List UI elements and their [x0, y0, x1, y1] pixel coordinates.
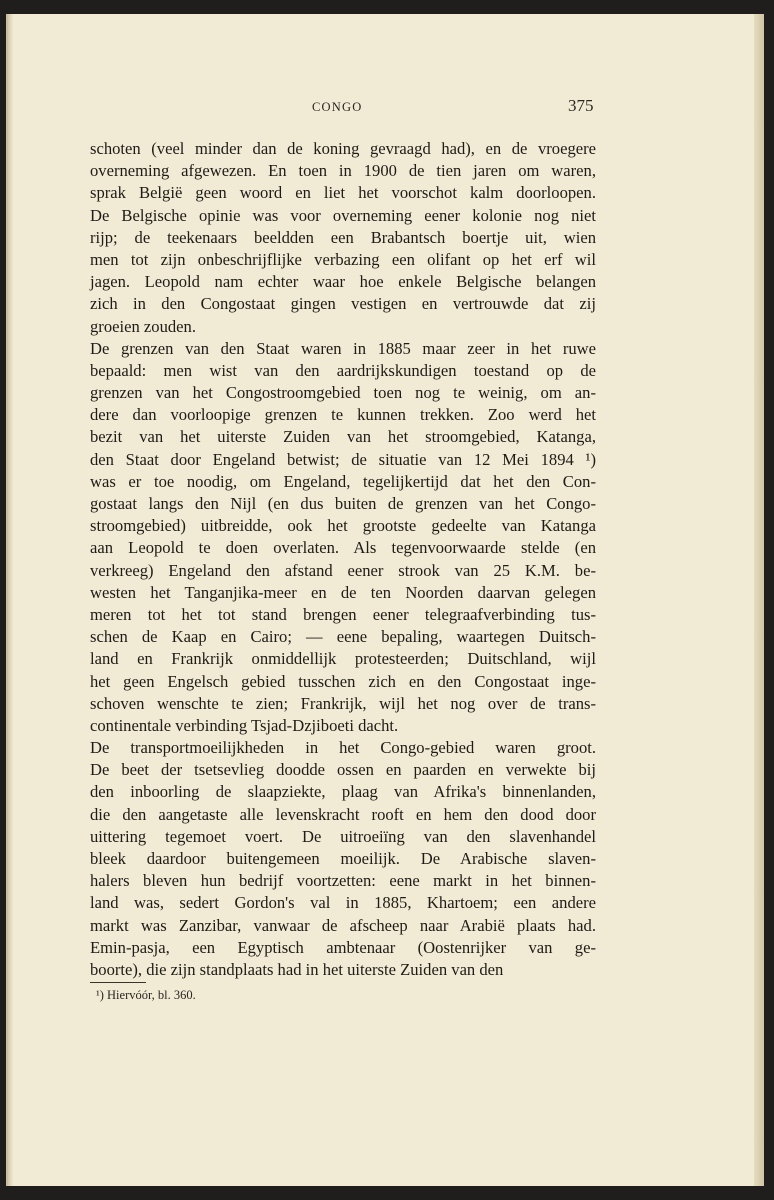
- paragraph: [90, 138, 596, 338]
- text-line: sprak België geen woord en liet het voorschot kalm doorloopen.: [90, 183, 596, 203]
- text-line: die den aangetaste alle levenskracht rooft en hem den dood door: [90, 804, 596, 824]
- book-page: [6, 14, 764, 1186]
- text-line: den inboorling de slaapziekte, plaag van Afrika's binnenlanden,: [90, 782, 596, 802]
- text-line: continentale verbinding Tsjad-Dzjiboeti dacht.: [90, 715, 399, 735]
- text-line: bepaald: men wist van den aardrijkskundigen toestand op de: [90, 360, 596, 380]
- text-line: schoven wenschte te zien; Frankrijk, wijl het nog over de trans-: [90, 693, 596, 713]
- footnote: ¹) Hiervóór, bl. 360.: [96, 988, 196, 1002]
- text-line: De grenzen van den Staat waren in 1885 maar zeer in het ruwe: [90, 338, 596, 358]
- text-line: schen de Kaap en Cairo; — eene bepaling, waartegen Duitsch-: [90, 627, 596, 647]
- text-line: bleek daardoor buitengemeen moeilijk. De Arabische slaven-: [90, 849, 596, 868]
- text-line: men tot zijn onbeschrijflijke verbazing een olifant op het erf wil: [90, 249, 596, 269]
- body-text: [90, 138, 596, 981]
- text-line: De beet der tsetsevlieg doodde ossen en paarden en verwekte bij: [90, 760, 596, 780]
- text-line: De transportmoeilijkheden in het Congo-gebied waren groot.: [90, 738, 596, 758]
- text-line: verkreeg) Engeland den afstand eener strook van 25 K.M. be-: [90, 560, 596, 580]
- text-line: boorte), die zijn standplaats had in het uiterste Zuiden van den: [90, 959, 504, 979]
- text-line: zich in den Congostaat gingen vestigen en vertrouwde dat zij: [90, 294, 596, 314]
- page-edge: [754, 14, 764, 1186]
- text-line: De Belgische opinie was voor overneming eener kolonie nog niet: [90, 205, 596, 225]
- text-line: uittering tegemoet voert. De uitroeiïng van den slavenhandel: [90, 826, 596, 846]
- footnote-rule: [90, 982, 146, 983]
- running-head: CONGO: [312, 100, 363, 114]
- paragraph: [90, 737, 596, 981]
- text-line: land was, sedert Gordon's val in 1885, Khartoem; een andere: [90, 893, 596, 913]
- text-line: westen het Tanganjika-meer en de ten Noorden daarvan gelegen: [90, 582, 596, 602]
- text-line: rijp; de teekenaars beeldden een Brabantsch boertje uit, wien: [90, 227, 596, 247]
- page-number: 375: [568, 96, 594, 115]
- page-gutter: [8, 14, 13, 1186]
- text-line: halers bleven hun bedrijf voortzetten: eene markt in het binnen-: [90, 871, 596, 891]
- text-line: overneming afgewezen. En toen in 1900 de tien jaren om waren,: [90, 161, 596, 181]
- text-line: groeien zouden.: [90, 316, 196, 336]
- paragraph: [90, 338, 596, 737]
- text-line: grenzen van het Congostroomgebied toen nog te weinig, om an-: [90, 383, 596, 403]
- text-line: aan Leopold te doen overlaten. Als tegenvoorwaarde stelde (en: [90, 538, 596, 558]
- text-line: meren tot het tot stand brengen eener telegraafverbinding tus-: [90, 604, 596, 624]
- text-line: bezit van het uiterste Zuiden van het stroomgebied, Katanga,: [90, 427, 596, 447]
- text-line: den Staat door Engeland betwist; de situatie van 12 Mei 1894 ¹): [90, 449, 596, 469]
- text-line: gostaat langs den Nijl (en dus buiten de grenzen van het Congo-: [90, 494, 596, 513]
- text-line: land en Frankrijk onmiddellijk protesteerden; Duitschland, wijl: [90, 649, 596, 669]
- text-line: dere dan voorloopige grenzen te kunnen trekken. Zoo werd het: [90, 405, 596, 425]
- text-line: was er toe noodig, om Engeland, tegelijkertijd dat het den Con-: [90, 471, 596, 491]
- text-line: het geen Engelsch gebied tusschen zich en den Congostaat inge-: [90, 671, 596, 691]
- text-line: jagen. Leopold nam echter waar hoe enkele Belgische belangen: [90, 272, 596, 292]
- text-line: schoten (veel minder dan de koning gevraagd had), en de vroegere: [90, 139, 596, 158]
- text-line: Emin-pasja, een Egyptisch ambtenaar (Oostenrijker van ge-: [90, 937, 596, 957]
- text-line: markt was Zanzibar, vanwaar de afscheep naar Arabië plaats had.: [90, 915, 596, 935]
- text-line: stroomgebied) uitbreidde, ook het grootste gedeelte van Katanga: [90, 516, 596, 536]
